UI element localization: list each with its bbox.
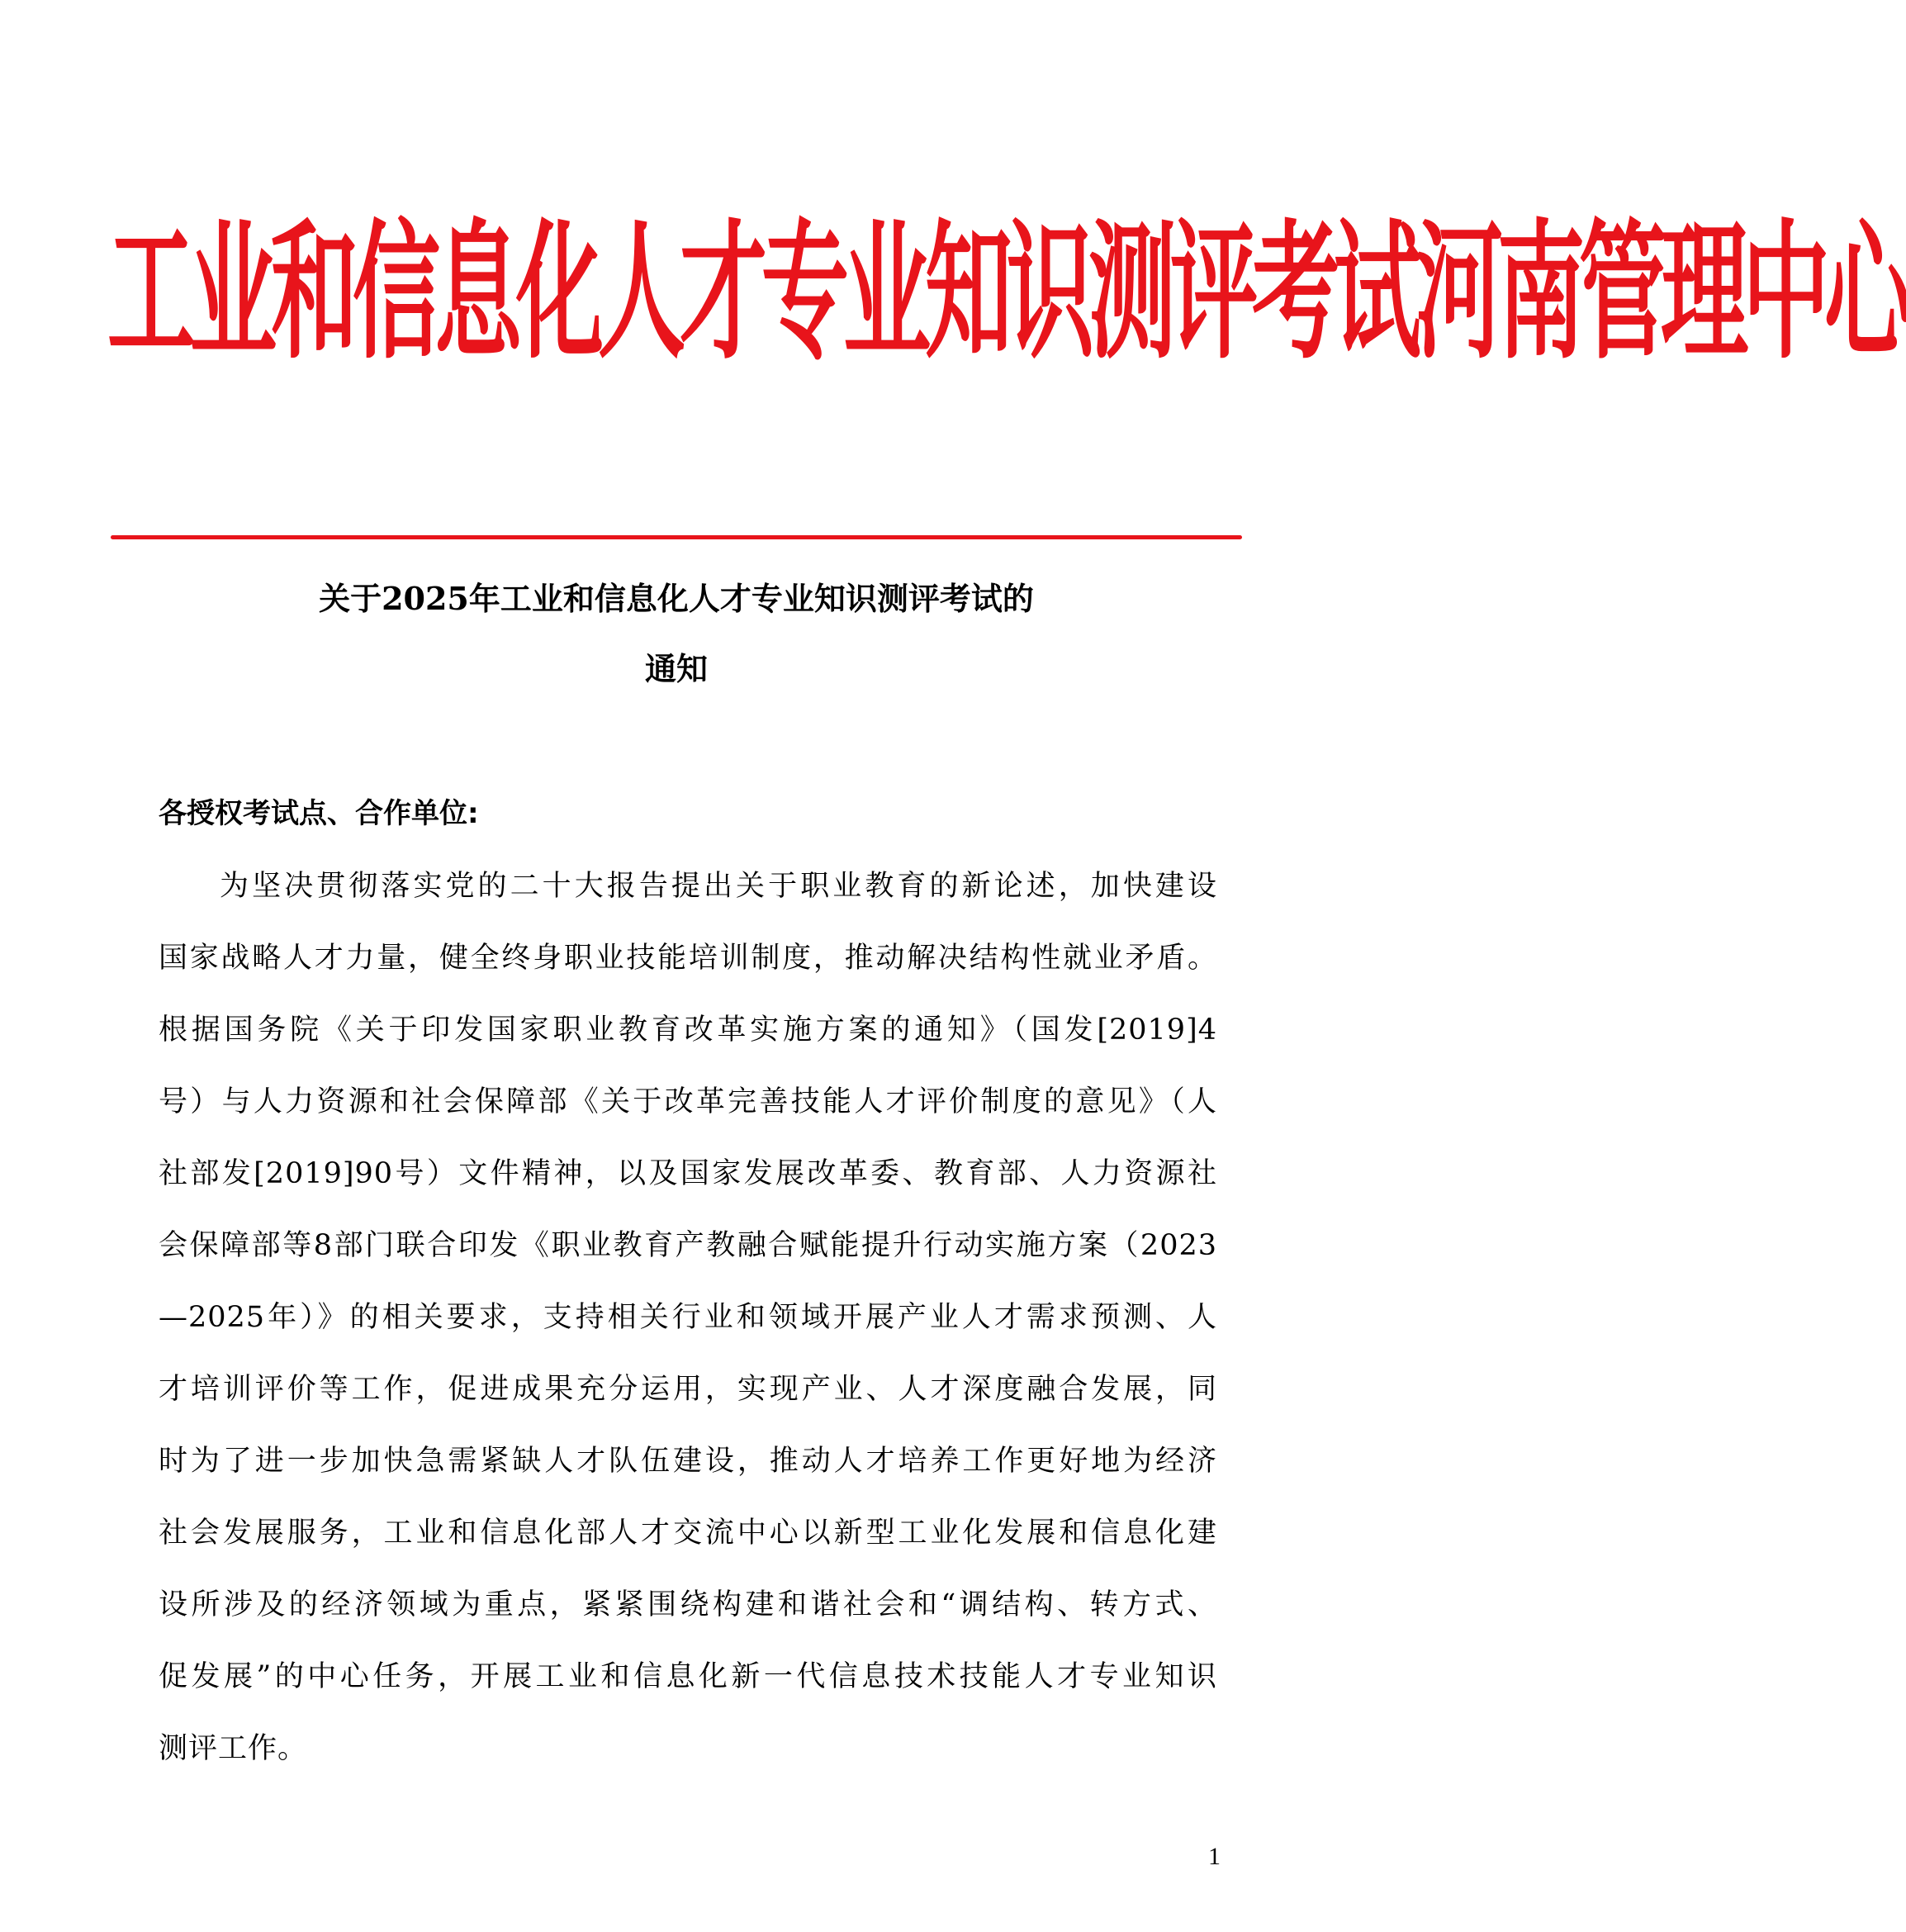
body-text-line: 社部发[2019]90号）文件精神，以及国家发展改革委、教育部、人力资源社 bbox=[159, 1157, 1217, 1190]
notice-title-line-1: 关于2025年工业和信息化人才专业知识测评考试的 bbox=[319, 580, 1034, 617]
page-number: 1 bbox=[1208, 1843, 1221, 1870]
body-text-line: 根据国务院《关于印发国家职业教育改革实施方案的通知》（国发[2019]4 bbox=[159, 1013, 1217, 1047]
body-text-line: 会保障部等8部门联合印发《职业教育产教融合赋能提升行动实施方案（2023 bbox=[159, 1229, 1217, 1262]
letterhead-title: 工业和信息化人才专业知识测评考试河南管理中心 bbox=[107, 206, 1906, 379]
body-text-line: 才培训评价等工作，促进成果充分运用，实现产业、人才深度融合发展，同 bbox=[159, 1373, 1217, 1406]
body-text-line: 促发展”的中心任务，开展工业和信息化新一代信息技术技能人才专业知识 bbox=[159, 1660, 1217, 1693]
body-text-line: —2025年）》的相关要求，支持相关行业和领域开展产业人才需求预测、人 bbox=[159, 1301, 1217, 1334]
salutation: 各授权考试点、合作单位: bbox=[159, 797, 479, 830]
body-text-line: 测评工作。 bbox=[159, 1732, 308, 1765]
body-text-line: 为坚决贯彻落实党的二十大报告提出关于职业教育的新论述，加快建设 bbox=[220, 870, 1217, 903]
body-text-line: 国家战略人才力量，健全终身职业技能培训制度，推动解决结构性就业矛盾。 bbox=[159, 942, 1217, 975]
body-text-line: 设所涉及的经济领域为重点，紧紧围绕构建和谐社会和“调结构、转方式、 bbox=[159, 1588, 1217, 1621]
body-text-line: 时为了进一步加快急需紧缺人才队伍建设，推动人才培养工作更好地为经济 bbox=[159, 1445, 1217, 1478]
body-text-line: 社会发展服务，工业和信息化部人才交流中心以新型工业化发展和信息化建 bbox=[159, 1517, 1217, 1550]
body-text-line: 号）与人力资源和社会保障部《关于改革完善技能人才评价制度的意见》（人 bbox=[159, 1085, 1217, 1118]
letterhead-red-rule bbox=[111, 535, 1242, 539]
notice-title-line-2: 通知 bbox=[644, 650, 708, 687]
